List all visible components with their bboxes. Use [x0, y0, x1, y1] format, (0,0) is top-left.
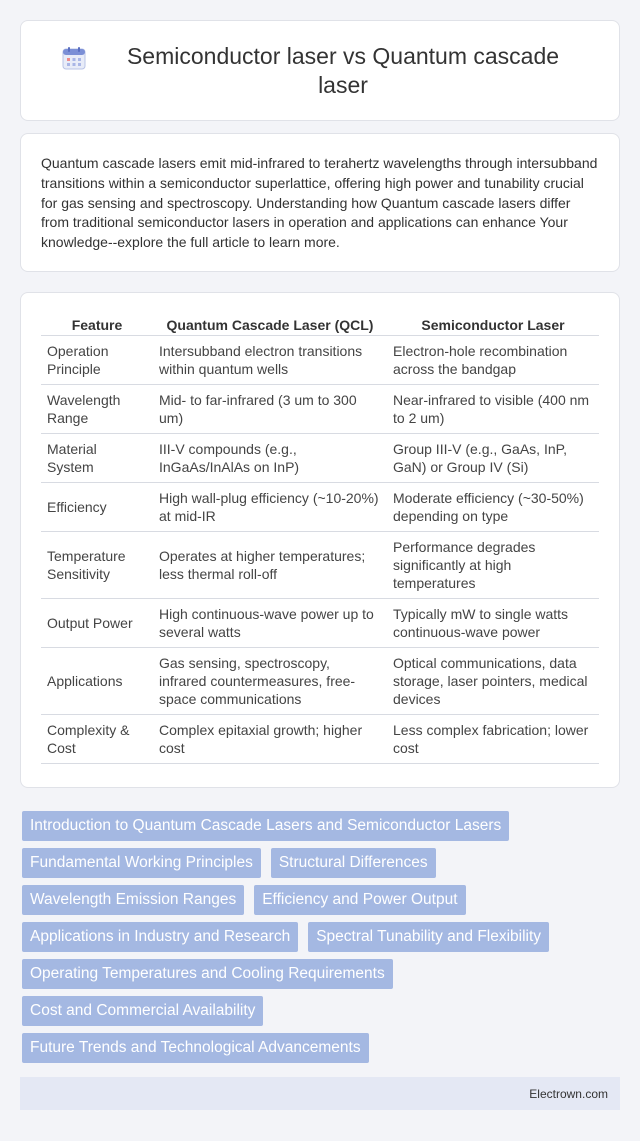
table-row [41, 715, 599, 764]
header-semiconductor: Semiconductor Laser [387, 313, 599, 336]
semiconductor-cell: Group III-V (e.g., GaAs, InP, GaN) or Group IV (Si) [387, 434, 599, 483]
tag-row [22, 885, 622, 915]
table-row [41, 434, 599, 483]
semiconductor-cell: Typically mW to single watts continuous-wave power [387, 599, 599, 648]
topic-tag[interactable]: Operating Temperatures and Cooling Requirements [22, 959, 393, 989]
feature-cell: Temperature Sensitivity [41, 532, 153, 599]
qcl-cell: III-V compounds (e.g., InGaAs/InAlAs on InP) [153, 434, 387, 483]
qcl-cell: Operates at higher temperatures; less thermal roll-off [153, 532, 387, 599]
footer [20, 1077, 620, 1110]
feature-cell: Material System [41, 434, 153, 483]
semiconductor-cell: Moderate efficiency (~30-50%) depending on type [387, 483, 599, 532]
topic-tag[interactable]: Structural Differences [271, 848, 436, 878]
topic-tag[interactable]: Cost and Commercial Availability [22, 996, 263, 1026]
semiconductor-cell: Optical communications, data storage, laser pointers, medical devices [387, 648, 599, 715]
qcl-cell: Mid- to far-infrared (3 um to 300 um) [153, 385, 387, 434]
tag-row [22, 959, 622, 989]
calendar-icon [61, 45, 87, 71]
feature-cell: Applications [41, 648, 153, 715]
table-row [41, 336, 599, 385]
topic-tag[interactable]: Fundamental Working Principles [22, 848, 261, 878]
qcl-cell: Gas sensing, spectroscopy, infrared countermeasures, free-space communications [153, 648, 387, 715]
feature-cell: Efficiency [41, 483, 153, 532]
tag-row [22, 922, 622, 952]
topic-tag[interactable]: Efficiency and Power Output [254, 885, 465, 915]
intro-paragraph: Quantum cascade lasers emit mid-infrared to terahertz wavelengths through intersubband transitions within a semiconductor superlattice, offering high power and tunability crucial for gas sensing and spectroscopy. Understanding how Quantum cascade lasers differ from traditional semiconductor lasers in operation and applications can enhance Your knowledge--explore the full article to learn more. [41, 155, 598, 251]
qcl-cell: Intersubband electron transitions within quantum wells [153, 336, 387, 385]
header-feature: Feature [41, 313, 153, 336]
page-title: Semiconductor laser vs Quantum cascade laser [126, 42, 560, 98]
tag-row [22, 848, 622, 878]
table-row [41, 648, 599, 715]
topic-tag[interactable]: Spectral Tunability and Flexibility [308, 922, 549, 952]
table-row [41, 483, 599, 532]
table-header-row [41, 313, 599, 336]
topic-tags [22, 811, 622, 1070]
intro-card [20, 133, 620, 272]
comparison-table [41, 313, 599, 764]
semiconductor-cell: Near-infrared to visible (400 nm to 2 um) [387, 385, 599, 434]
table-row [41, 532, 599, 599]
table-row [41, 385, 599, 434]
qcl-cell: High wall-plug efficiency (~10-20%) at mid-IR [153, 483, 387, 532]
tag-row [22, 996, 622, 1026]
qcl-cell: High continuous-wave power up to several watts [153, 599, 387, 648]
topic-tag[interactable]: Wavelength Emission Ranges [22, 885, 244, 915]
topic-tag[interactable]: Future Trends and Technological Advancements [22, 1033, 369, 1063]
tag-row [22, 1033, 622, 1063]
topic-tag[interactable]: Applications in Industry and Research [22, 922, 298, 952]
feature-cell: Output Power [41, 599, 153, 648]
feature-cell: Complexity & Cost [41, 715, 153, 764]
feature-cell: Operation Principle [41, 336, 153, 385]
semiconductor-cell: Electron-hole recombination across the bandgap [387, 336, 599, 385]
header-qcl: Quantum Cascade Laser (QCL) [153, 313, 387, 336]
footer-site-name[interactable]: Electrown.com [529, 1086, 608, 1101]
comparison-table-card [20, 292, 620, 788]
semiconductor-cell: Less complex fabrication; lower cost [387, 715, 599, 764]
topic-tag[interactable]: Introduction to Quantum Cascade Lasers and Semiconductor Lasers [22, 811, 509, 841]
qcl-cell: Complex epitaxial growth; higher cost [153, 715, 387, 764]
title-card [20, 20, 620, 121]
tag-row [22, 811, 622, 841]
table-row [41, 599, 599, 648]
semiconductor-cell: Performance degrades significantly at high temperatures [387, 532, 599, 599]
feature-cell: Wavelength Range [41, 385, 153, 434]
